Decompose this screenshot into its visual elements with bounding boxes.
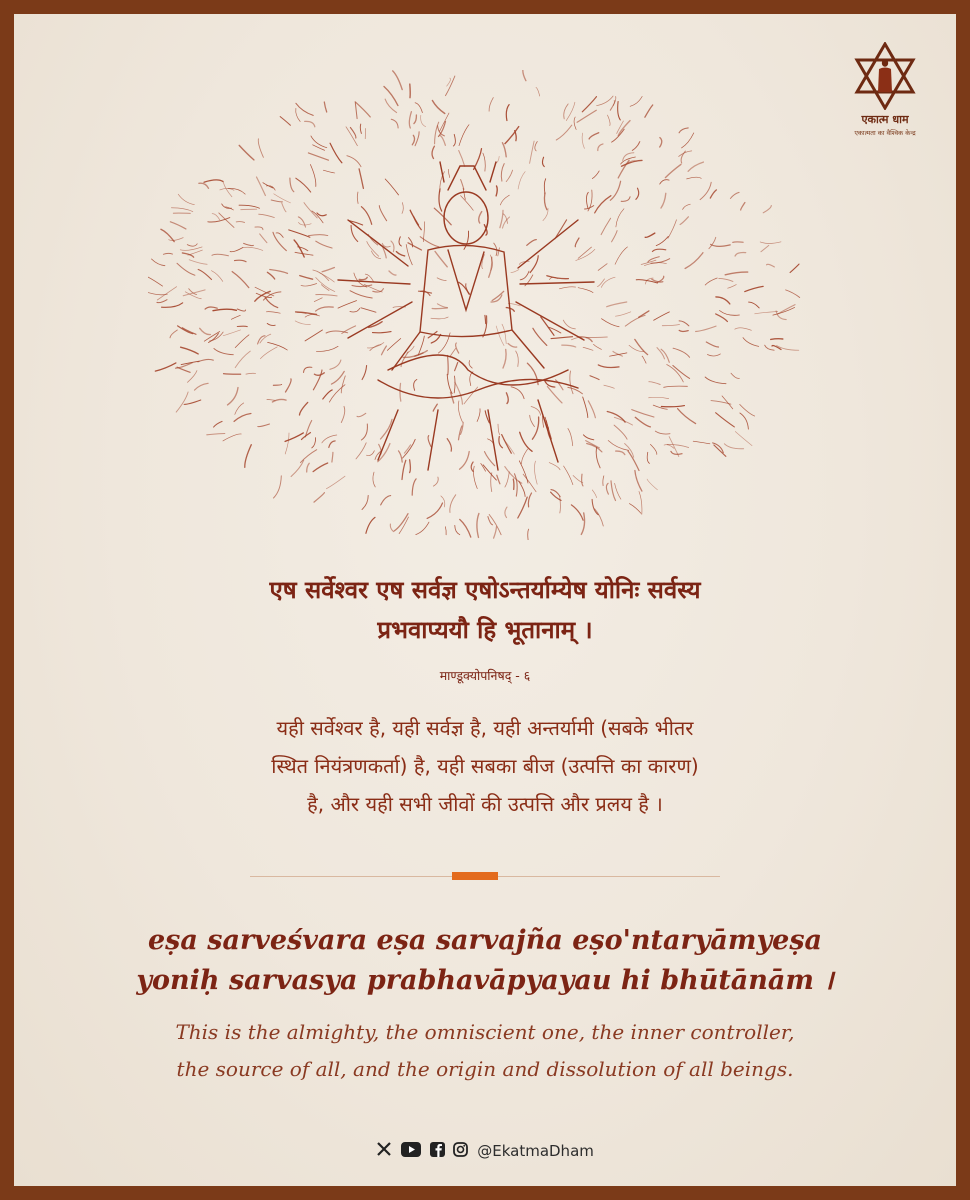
star-logo-icon	[854, 42, 916, 110]
hindi-meaning-line-1: यही सर्वेश्वर है, यही सर्वज्ञ है, यही अन्तर्यामी (सबके भीतर	[276, 716, 694, 740]
transliteration-line-2: yoniḥ sarvasya prabhavāpyayau hi bhūtānām ।	[136, 965, 834, 996]
instagram-icon[interactable]	[453, 1142, 468, 1161]
logo-subtitle: एकात्मता का वैश्विक केन्द्र	[854, 129, 916, 137]
transliteration-line-1: eṣa sarveśvara eṣa sarvajña eṣo'ntaryāmyeṣa	[147, 925, 823, 956]
x-icon[interactable]	[376, 1141, 392, 1161]
multi-armed-deity-sketch	[148, 70, 808, 540]
divider-accent	[452, 872, 498, 880]
youtube-icon[interactable]	[401, 1142, 421, 1161]
sanskrit-verse-line-2: प्रभवाप्ययौ हि भूतानाम् ।	[377, 616, 593, 644]
social-handle[interactable]: @EkatmaDham	[477, 1142, 594, 1160]
logo-title: एकात्म धाम	[861, 113, 909, 126]
social-footer	[0, 1141, 970, 1161]
english-translation-line-2: the source of all, and the origin and dissolution of all beings.	[176, 1057, 794, 1081]
hindi-meaning-line-2: स्थित नियंत्रणकर्ता) है, यही सबका बीज (उत्पत्ति का कारण)	[271, 754, 699, 778]
sanskrit-verse-line-1: एष सर्वेश्वर एष सर्वज्ञ एषोऽन्तर्याम्येष योनिः सर्वस्य	[269, 576, 701, 604]
english-translation-line-1: This is the almighty, the omniscient one, the inner controller,	[175, 1020, 795, 1044]
ekatma-dham-logo	[820, 42, 950, 137]
hindi-meaning-line-3: है, और यही सभी जीवों की उत्पत्ति और प्रलय है ।	[307, 792, 663, 816]
facebook-icon[interactable]	[430, 1142, 445, 1161]
verse-source: माण्डूक्योपनिषद् - ६	[439, 668, 531, 683]
